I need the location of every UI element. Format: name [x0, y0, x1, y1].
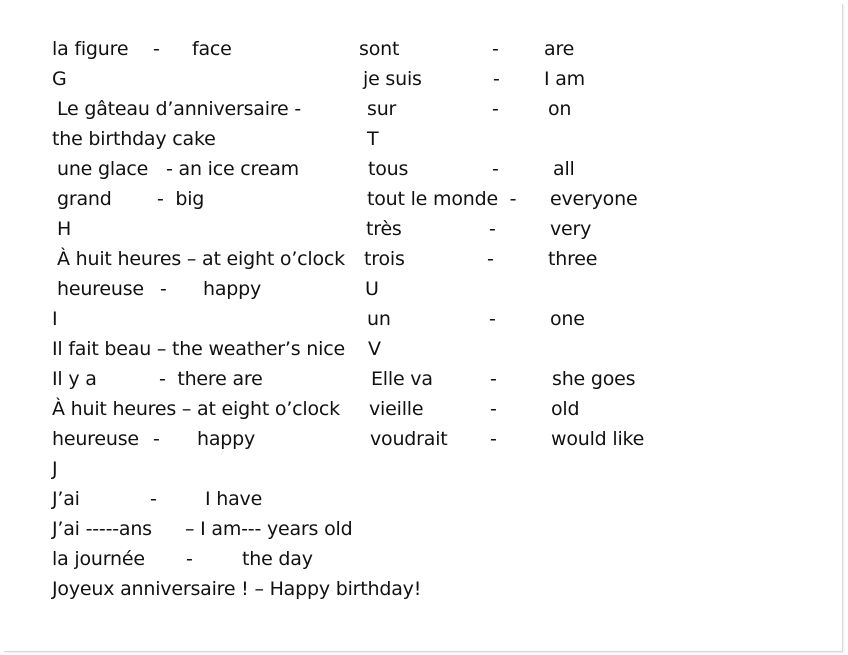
- letter-heading: U: [365, 278, 379, 300]
- vocab-french: la journée: [52, 548, 145, 570]
- vocab-dash: -: [493, 68, 500, 90]
- vocab-english: are: [544, 38, 575, 60]
- vocab-french: Il y a: [52, 368, 97, 390]
- vocab-english: very: [550, 218, 592, 240]
- vocab-english: face: [192, 38, 232, 60]
- vocab-french: la figure: [52, 38, 129, 60]
- letter-heading: G: [52, 68, 67, 90]
- vocab-french: tout le monde -: [367, 188, 517, 210]
- vocab-french: trois: [364, 248, 405, 270]
- vocab-english: – I am--- years old: [185, 518, 353, 540]
- letter-heading: I: [52, 308, 58, 330]
- vocab-dash: -: [186, 548, 193, 570]
- vocab-french: heureuse: [52, 428, 139, 450]
- vocab-english: all: [553, 158, 575, 180]
- vocab-french: Elle va: [371, 368, 433, 390]
- vocab-english: the birthday cake: [52, 128, 216, 150]
- vocab-french: Le gâteau d’anniversaire -: [57, 98, 301, 120]
- vocab-dash: -: [160, 278, 167, 300]
- vocab-french: vieille: [369, 398, 424, 420]
- vocab-english: - there are: [159, 368, 263, 390]
- vocab-dash: -: [153, 38, 160, 60]
- letter-heading: T: [367, 128, 379, 150]
- vocab-dash: -: [489, 308, 496, 330]
- vocab-dash: -: [487, 248, 494, 270]
- vocab-english: would like: [551, 428, 645, 450]
- vocab-dash: -: [492, 98, 499, 120]
- vocab-english: on: [548, 98, 572, 120]
- vocab-french: grand: [57, 188, 112, 210]
- vocab-french: heureuse: [57, 278, 144, 300]
- vocab-english: - an ice cream: [166, 158, 299, 180]
- vocab-dash: -: [489, 218, 496, 240]
- letter-heading: V: [368, 338, 381, 360]
- vocab-phrase: Joyeux anniversaire ! – Happy birthday!: [52, 578, 422, 600]
- vocab-english: old: [551, 398, 580, 420]
- vocab-french: je suis: [363, 68, 422, 90]
- vocab-english: she goes: [552, 368, 636, 390]
- vocab-phrase: À huit heures – at eight o’clock: [57, 248, 345, 270]
- vocab-french: J’ai: [52, 488, 80, 510]
- vocab-english: - big: [157, 188, 205, 210]
- vocab-french: tous: [368, 158, 409, 180]
- vocab-dash: -: [490, 368, 497, 390]
- vocab-dash: -: [492, 38, 499, 60]
- letter-heading: J: [52, 458, 58, 480]
- vocab-french: un: [367, 308, 391, 330]
- vocab-english: everyone: [550, 188, 638, 210]
- vocab-dash: -: [490, 428, 497, 450]
- vocab-dash: -: [150, 488, 157, 510]
- vocab-english: the day: [242, 548, 313, 570]
- vocab-dash: -: [490, 398, 497, 420]
- vocab-phrase: À huit heures – at eight o’clock: [52, 398, 340, 420]
- vocab-phrase: Il fait beau – the weather’s nice: [52, 338, 345, 360]
- vocab-dash: -: [492, 158, 499, 180]
- vocab-french: J’ai -----ans: [52, 518, 152, 540]
- vocab-french: très: [366, 218, 402, 240]
- vocab-french: sur: [367, 98, 397, 120]
- vocab-english: happy: [203, 278, 262, 300]
- vocab-french: sont: [359, 38, 400, 60]
- vocab-english: I have: [205, 488, 263, 510]
- vocab-english: one: [550, 308, 585, 330]
- vocab-french: voudrait: [370, 428, 448, 450]
- vocab-english: happy: [197, 428, 256, 450]
- vocab-english: three: [548, 248, 598, 270]
- vocab-english: I am: [544, 68, 585, 90]
- letter-heading: H: [57, 218, 72, 240]
- vocab-french: une glace: [57, 158, 149, 180]
- vocab-dash: -: [153, 428, 160, 450]
